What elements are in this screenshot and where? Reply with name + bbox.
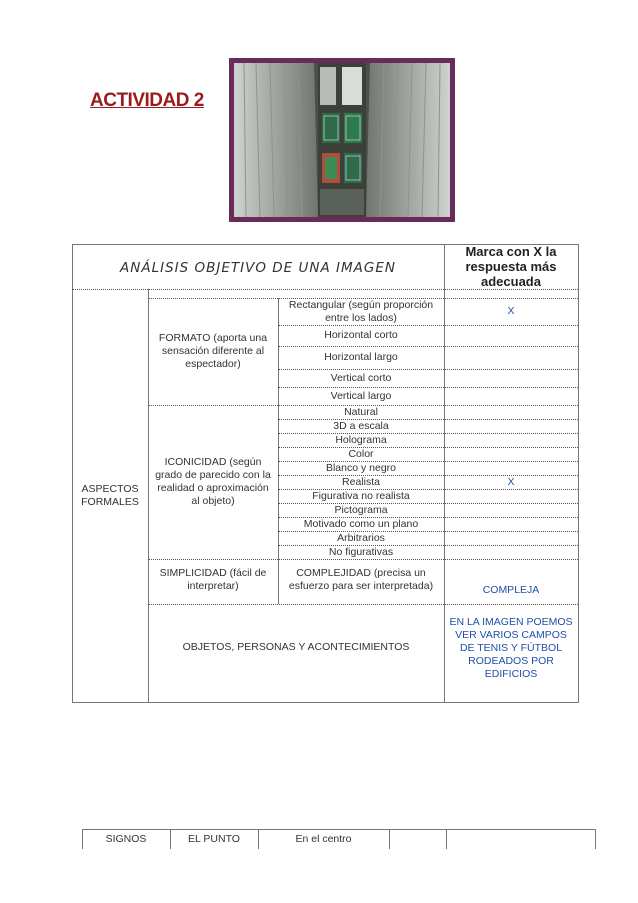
formato-mark: X <box>507 305 515 317</box>
formato-mark <box>444 387 578 405</box>
dotted-rule <box>278 325 578 326</box>
table-rule <box>72 702 579 703</box>
iconicidad-mark <box>444 517 578 531</box>
formato-option: Vertical largo <box>330 389 392 402</box>
iconicidad-option: No figurativas <box>328 545 394 558</box>
iconicidad-mark: X <box>507 475 515 488</box>
iconicidad-label: ICONICIDAD (según grado de parecido con la realidad o aproximación al objeto) <box>155 456 271 507</box>
table-rule <box>578 244 579 703</box>
iconicidad-option: Figurativa no realista <box>312 489 410 502</box>
table-rule <box>446 829 447 849</box>
dotted-rule <box>278 433 578 434</box>
iconicidad-mark <box>444 405 578 419</box>
formato-mark <box>444 346 578 369</box>
bottom-row-cell: En el centro <box>295 832 352 845</box>
table-rule <box>595 829 596 849</box>
iconicidad-mark <box>444 461 578 475</box>
aerial-photo-graphic <box>234 63 450 217</box>
simplicidad-label: SIMPLICIDAD (fácil de interpretar) <box>159 566 267 592</box>
formato-label: FORMATO (aporta una sensación diferente al espectador) <box>158 332 268 370</box>
table-rule <box>258 829 259 849</box>
table-rule <box>170 829 171 849</box>
table-rule <box>148 289 149 702</box>
table-header-title: ANÁLISIS OBJETIVO DE UNA IMAGEN <box>120 260 396 276</box>
iconicidad-mark <box>444 447 578 461</box>
iconicidad-option: Motivado como un plano <box>303 517 419 530</box>
group-label-aspectos-formales: ASPECTOS FORMALES <box>81 482 139 508</box>
table-rule <box>389 829 390 849</box>
objetos-label: OBJETOS, PERSONAS Y ACONTECIMIENTOS <box>182 640 410 653</box>
bottom-row-cell: EL PUNTO <box>188 832 240 845</box>
dotted-rule <box>278 461 578 462</box>
iconicidad-mark <box>444 419 578 433</box>
dotted-rule <box>278 369 578 370</box>
formato-option: Horizontal largo <box>324 351 398 363</box>
formato-option: Horizontal corto <box>324 329 398 341</box>
table-rule <box>82 829 83 849</box>
bottom-row-cell: SIGNOS <box>105 832 147 845</box>
dotted-rule <box>278 475 578 476</box>
iconicidad-option: Realista <box>342 475 380 488</box>
complejidad-option: COMPLEJIDAD (precisa un esfuerzo para ser interpretada) <box>288 566 434 592</box>
bottom-row-cell <box>391 830 444 848</box>
iconicidad-mark <box>444 531 578 545</box>
dotted-rule <box>278 346 578 347</box>
simplicidad-answer: COMPLEJA <box>482 584 540 596</box>
iconicidad-option: Holograma <box>335 433 387 446</box>
activity-title: ACTIVIDAD 2 <box>90 90 204 111</box>
iconicidad-mark <box>444 503 578 517</box>
iconicidad-option: Natural <box>344 405 378 418</box>
objetos-answer: EN LA IMAGEN POEMOS VER VARIOS CAMPOS DE TENIS Y FÚTBOL RODEADOS POR EDIFICIOS <box>449 615 573 680</box>
iconicidad-mark <box>444 545 578 559</box>
formato-mark <box>444 369 578 387</box>
dotted-rule <box>278 387 578 388</box>
dotted-rule <box>278 503 578 504</box>
aerial-photo <box>229 58 455 222</box>
iconicidad-option: Blanco y negro <box>325 461 397 474</box>
dotted-rule <box>278 545 578 546</box>
dotted-rule <box>278 489 578 490</box>
formato-mark <box>444 325 578 346</box>
dotted-rule <box>278 531 578 532</box>
dotted-rule <box>148 559 578 560</box>
iconicidad-mark <box>444 433 578 447</box>
iconicidad-option: Pictograma <box>334 503 388 516</box>
table-rule <box>72 244 73 702</box>
iconicidad-option: 3D a escala <box>333 419 389 432</box>
formato-option: Vertical corto <box>330 371 392 384</box>
iconicidad-option: Color <box>348 447 374 460</box>
table-header-mark: Marca con X la respuesta más adecuada <box>465 244 557 289</box>
dotted-rule <box>278 447 578 448</box>
iconicidad-option: Arbitrarios <box>337 531 385 544</box>
formato-option: Rectangular (según proporción entre los lados) <box>288 298 434 324</box>
iconicidad-mark <box>444 489 578 503</box>
dotted-rule <box>278 419 578 420</box>
dotted-rule <box>278 517 578 518</box>
